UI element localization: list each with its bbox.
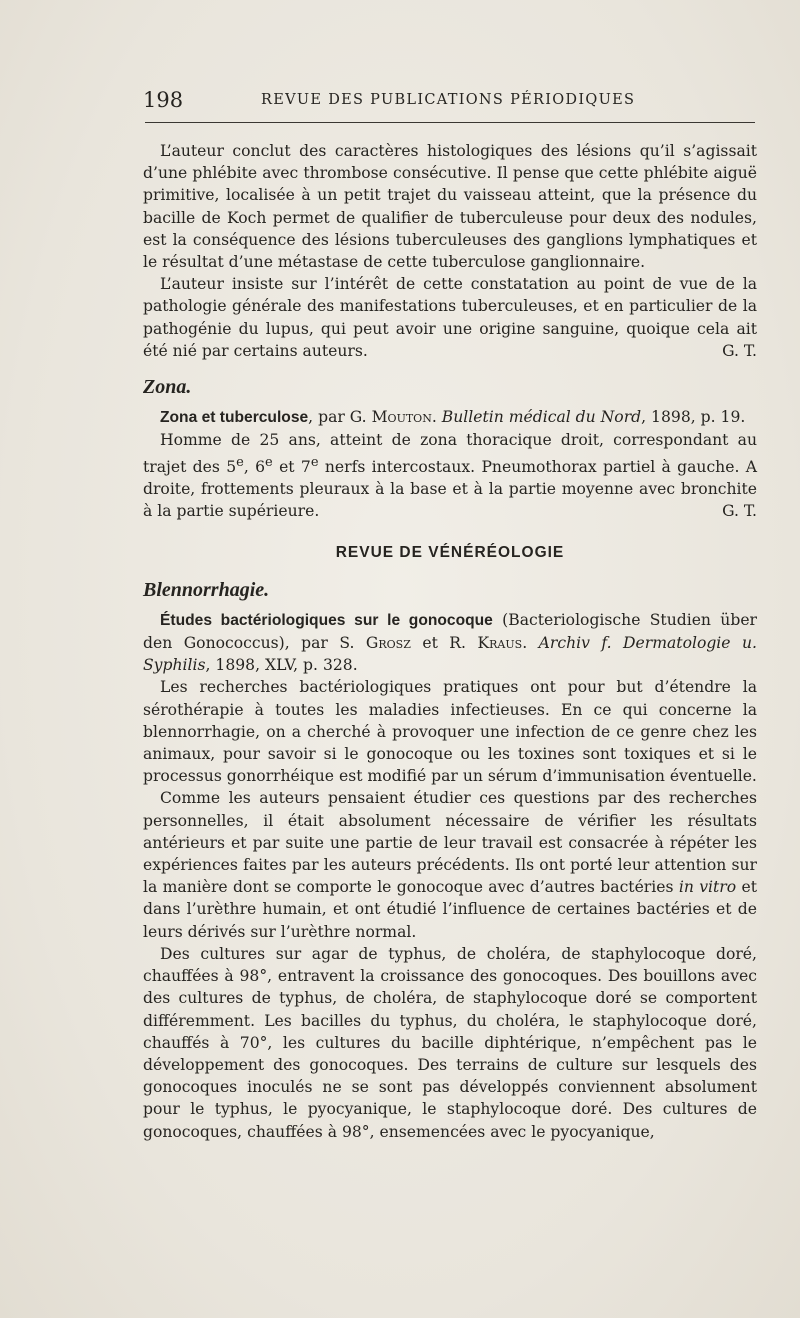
nerve-numbers: 5e, 6e et 7e	[226, 454, 319, 476]
paragraph: Les recherches bactériologiques pratiques ont pour but d’étendre la sérothérapie à toutes les maladies infectieuses. En ce qui concerne la blennorrhagie, on a cherché à provoquer une infection de ce genre chez les animaux, pour savoir si le gonocoque ou les toxines sont toxiques et si le processus gonorrhéique est modifié par un sérum d’immunisation éventuelle.	[143, 678, 757, 786]
superscript: e	[236, 454, 244, 470]
paragraph: L’auteur conclut des caractères histologiques des lésions qu’il s’agissait d’une phlébite avec thrombose consécutive. Il pense que cette phlébite aiguë primitive, localisée à un petit trajet du vaisseau atteint, que la présence du bacille de Koch permet de qualifier de tuberculeuse pour deux des nodules, est la conséquence des lésions tuberculeuses des ganglions lymphatiques et le résultat d’une métastase de cette tuberculose ganglionnaire.	[143, 142, 757, 272]
superscript: e	[310, 454, 319, 470]
reference-details: , 1898, p. 19.	[641, 408, 746, 427]
paragraph-text: nerfs intercostaux. Pneumothorax partiel à gauche. A droite, frottements pleuraux à la base et à la partie moyenne avec bronchite à la partie supérieure.	[143, 457, 757, 521]
byline-text: .	[431, 408, 442, 427]
paragraph-text: Comme les auteurs pensaient étudier ces questions par des recherches personnelles, il était absolument nécessaire de vérifier les résultats antérieurs et par suite une partie de leur travail est consacrée à répéter les expériences faites par les auteurs précédents. Ils ont porté leur attention sur la manière dont se comporte le gonocoque avec d’autres bactéries	[143, 789, 757, 897]
byline-text: et R.	[422, 634, 467, 653]
byline-text: , par G.	[308, 408, 372, 427]
article-title: Zona et tuberculose	[160, 409, 309, 427]
section-heading: REVUE DE VÉNÉRÉOLOGIE	[335, 544, 565, 562]
paragraph: Des cultures sur agar de typhus, de choléra, de staphylocoque doré, chauffées à 98°, entravent la croissance des gonocoques. Des bouillons avec des cultures de typhus, de choléra, de staphylocoque doré se comportent différemment. Les bacilles du typhus, du choléra, le staphylocoque doré, chauffés à 70°, les cultures du bacille diphtérique, n’empêchent pas le développement des gonocoques. Des terrains de culture sur lesquels des gonocoques inoculés ne se sont pas développés conviennent absolument pour le typhus, le pyocyanique, le staphylocoque doré. Des cultures de gonocoques, chauffées à 98°, ensemencées avec le pyocyanique,	[143, 944, 757, 1141]
paragraph-text: et dans l’urèthre humain, et ont étudié l’influence de certaines bactéries et de leurs dérivés sur l’urèthre normal.	[143, 878, 757, 941]
paragraph-text: L’auteur insiste sur l’intérêt de cette constatation au point de vue de la pathologie générale des manifestations tuberculeuses, et en particulier de la pathogénie du lupus, qui peut avoir une origine sanguine, quoique cela ait été nié par certains auteurs.	[143, 275, 757, 360]
paragraph-text: Homme de 25 ans, atteint de zona thoracique droit, correspondant au trajet des	[143, 431, 757, 476]
signature: G. T.	[722, 502, 757, 521]
article-reference: Études bactériologiques sur le gonocoque (Bacteriologische Studien über den Gonococcus), par S. Grosz et R. Kraus. Archiv f. Dermatologie u. Syphilis, 1898, XLV, p. 328.	[143, 610, 757, 675]
page-number: 198	[143, 88, 184, 112]
section-label-blennorrhagie: Blennorrhagie.	[143, 578, 270, 601]
page-header	[143, 88, 755, 112]
author-name: Grosz	[365, 634, 411, 653]
article-reference	[143, 406, 757, 429]
latin-term: in vitro	[678, 878, 737, 897]
paragraph	[143, 273, 757, 362]
article-body	[143, 140, 757, 1143]
author-name: Mouton	[371, 408, 432, 427]
paragraph	[143, 429, 757, 522]
superscript: e	[265, 454, 273, 470]
paragraph	[143, 787, 757, 942]
article-title: Études bactériologiques sur le gonocoque	[160, 611, 493, 629]
journal-name: Archiv f. Dermatologie u. Syphilis	[143, 634, 757, 675]
author-name: Kraus	[477, 634, 523, 653]
signature: G. T.	[722, 341, 757, 360]
header-rule	[145, 122, 755, 123]
running-title: REVUE DES PUBLICATIONS PÉRIODIQUES	[261, 92, 636, 108]
journal-name: Bulletin médical du Nord	[441, 408, 642, 427]
reference-details: , 1898, XLV, p. 328.	[205, 656, 358, 675]
section-label-zona: Zona.	[143, 376, 192, 399]
byline-text: (Bacteriologische Studien über den Gonococcus), par S.	[143, 610, 757, 653]
